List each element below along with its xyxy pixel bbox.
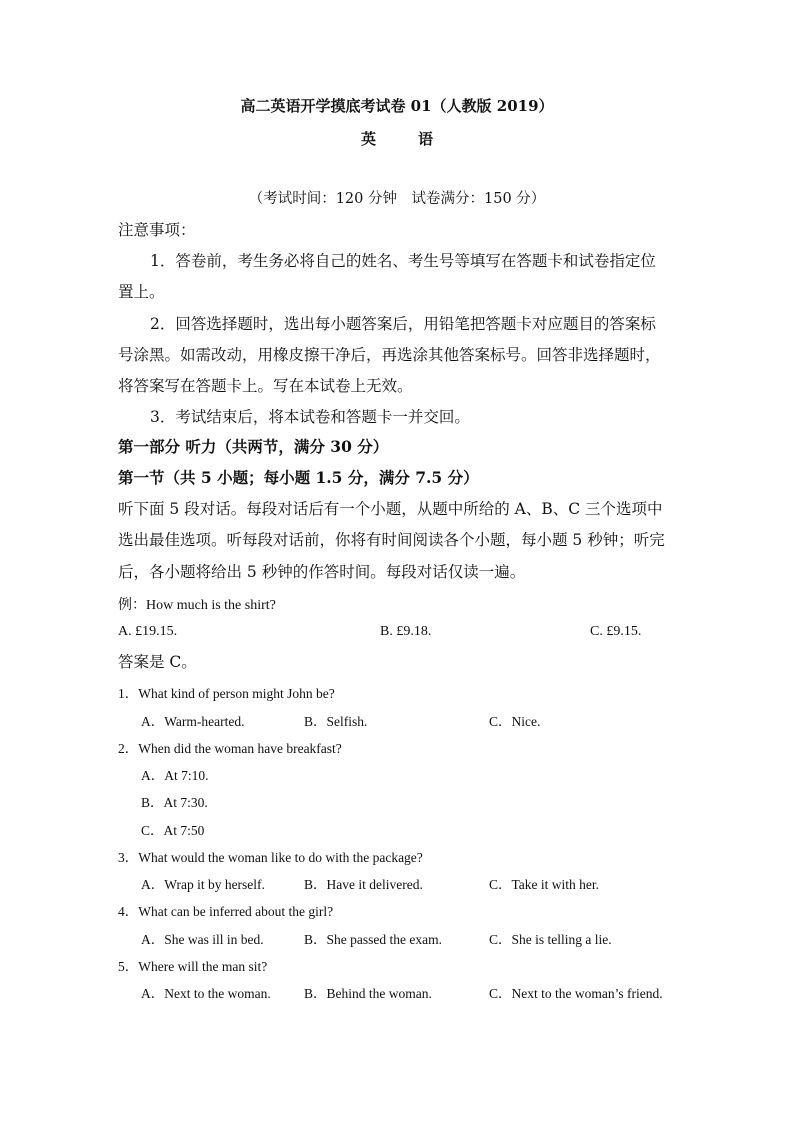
section-1-heading: 第一节（共 5 小题；每小题 1.5 分，满分 7.5 分）	[118, 468, 479, 487]
question-4-option-a: A．She was ill in bed.	[141, 932, 264, 947]
example-question: 例：How much is the shirt?	[118, 598, 276, 613]
notes-heading: 注意事项：	[118, 221, 196, 239]
note-3: 3．考试结束后，将本试卷和答题卡一并交回。	[150, 408, 470, 426]
part-1-heading: 第一部分 听力（共两节，满分 30 分）	[118, 437, 389, 456]
instruction-line-3: 后，各小题将给出 5 秒钟的作答时间。每段对话仅读一遍。	[118, 563, 526, 581]
question-3-option-b: B．Have it delivered.	[304, 877, 423, 892]
question-4-option-b: B．She passed the exam.	[304, 932, 442, 947]
subject-heading	[0, 128, 794, 149]
instruction-line-2: 选出最佳选项。听每段对话前，你将有时间阅读各个小题，每小题 5 秒钟；听完	[118, 531, 665, 549]
subject-char-1: 英	[360, 130, 376, 148]
question-1-option-c: C．Nice.	[489, 714, 541, 729]
question-2: 2．When did the woman have breakfast?	[118, 741, 342, 756]
note-2-line-3: 将答案写在答题卡上。写在本试卷上无效。	[118, 377, 413, 395]
question-5: 5．Where will the man sit?	[118, 959, 268, 974]
question-2-option-b: B．At 7:30.	[141, 795, 208, 810]
question-3-option-c: C．Take it with her.	[489, 877, 600, 892]
note-1-line-1: 1．答卷前，考生务必将自己的姓名、考生号等填写在答题卡和试卷指定位	[150, 252, 656, 270]
question-5-option-a: A．Next to the woman.	[141, 986, 271, 1001]
note-1-line-2: 置上。	[118, 283, 165, 301]
question-4: 4．What can be inferred about the girl?	[118, 904, 334, 919]
example-option-b: B. £9.18.	[380, 624, 432, 639]
question-1-option-a: A．Warm-hearted.	[141, 714, 245, 729]
question-5-option-c: C．Next to the woman’s friend.	[489, 986, 663, 1001]
question-3: 3．What would the woman like to do with the package?	[118, 850, 423, 865]
exam-info: （考试时间：120 分钟 试卷满分：150 分）	[248, 191, 546, 207]
question-4-option-c: C．She is telling a lie.	[489, 932, 612, 947]
example-answer: 答案是 C。	[118, 653, 197, 671]
question-2-option-a: A．At 7:10.	[141, 768, 209, 783]
subject-char-2: 语	[418, 130, 434, 148]
question-1: 1．What kind of person might John be?	[118, 686, 335, 701]
instruction-line-1: 听下面 5 段对话。每段对话后有一个小题，从题中所给的 A、B、C 三个选项中	[118, 500, 663, 518]
document-title: 高二英语开学摸底考试卷 01（人教版 2019）	[240, 97, 554, 115]
question-1-option-b: B．Selfish.	[304, 714, 368, 729]
question-5-option-b: B．Behind the woman.	[304, 986, 432, 1001]
note-2-line-2: 号涂黑。如需改动，用橡皮擦干净后，再选涂其他答案标号。回答非选择题时，	[118, 346, 661, 364]
question-2-option-c: C．At 7:50	[141, 823, 205, 838]
question-3-option-a: A．Wrap it by herself.	[141, 877, 265, 892]
note-2-line-1: 2．回答选择题时，选出每小题答案后，用铅笔把答题卡对应题目的答案标	[150, 315, 656, 333]
example-option-a: A. £19.15.	[118, 624, 178, 639]
example-option-c: C. £9.15.	[590, 624, 642, 639]
